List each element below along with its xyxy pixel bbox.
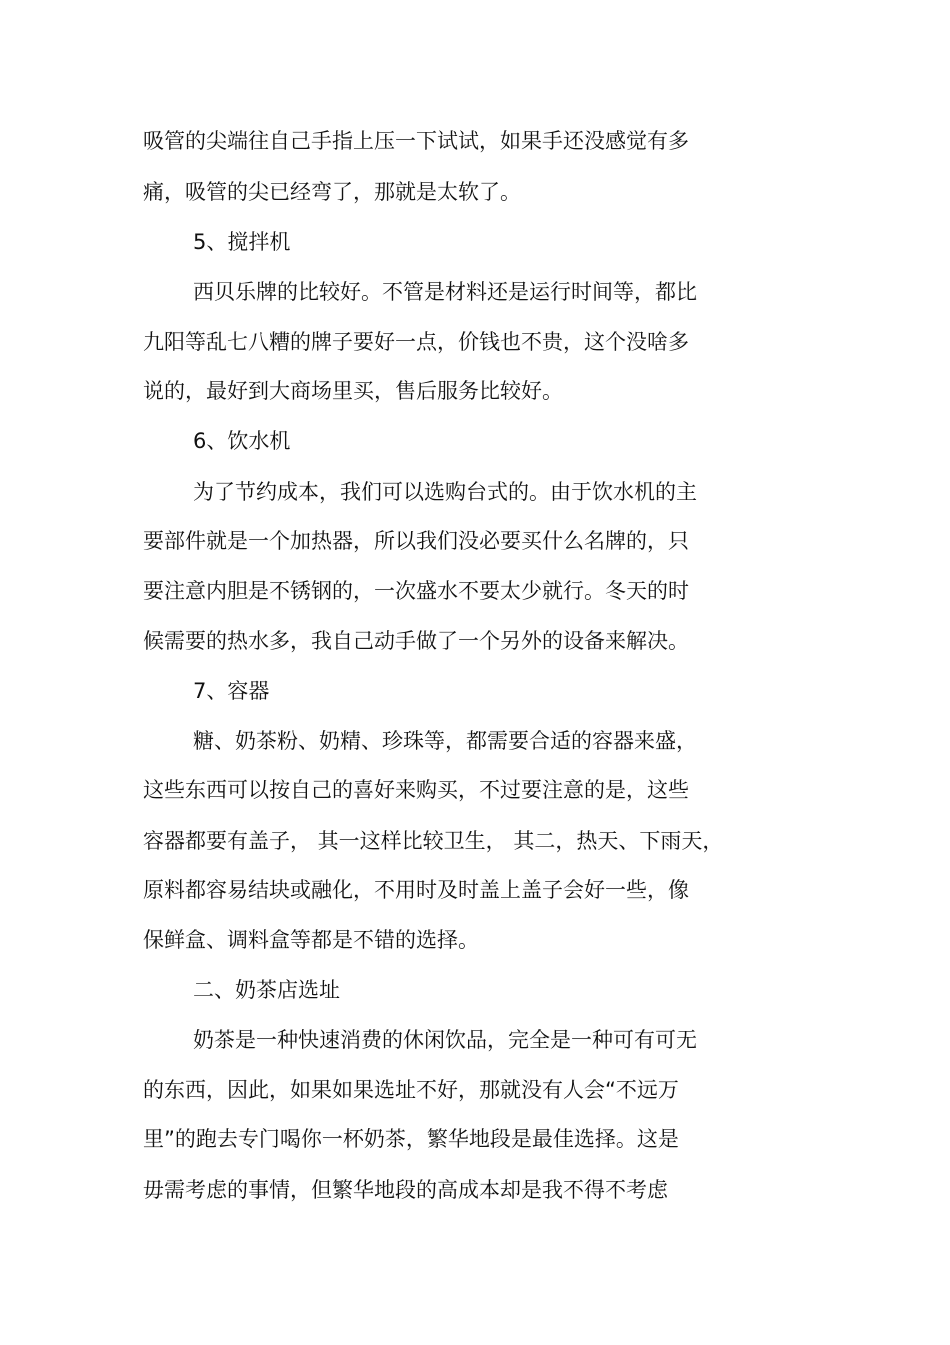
text-line: 的东西，因此，如果如果选址不好，那就没有人会“不远万 bbox=[143, 1078, 679, 1102]
text-line: 奶茶是一种快速消费的休闲饮品，完全是一种可有可无 bbox=[193, 1028, 697, 1052]
text-line: 保鲜盒、调料盒等都是不错的选择。 bbox=[143, 928, 479, 952]
text-line: 原料都容易结块或融化，不用时及时盖上盖子会好一些，像 bbox=[143, 878, 689, 902]
text-line: 要注意内胆是不锈钢的，一次盛水不要太少就行。冬天的时 bbox=[143, 579, 689, 603]
text-line: 九阳等乱七八糟的牌子要好一点，价钱也不贵，这个没啥多 bbox=[143, 330, 689, 354]
text-line: 痛，吸管的尖已经弯了，那就是太软了。 bbox=[143, 180, 521, 204]
text-line: 要部件就是一个加热器，所以我们没必要买什么名牌的，只 bbox=[143, 529, 689, 553]
section-heading: 二、奶茶店选址 bbox=[193, 978, 340, 1002]
text-line: 西贝乐牌的比较好。不管是材料还是运行时间等，都比 bbox=[193, 280, 697, 304]
section-heading: 6、饮水机 bbox=[193, 429, 291, 453]
text-line: 这些东西可以按自己的喜好来购买，不过要注意的是，这些 bbox=[143, 778, 689, 802]
text-line: 为了节约成本，我们可以选购台式的。由于饮水机的主 bbox=[193, 480, 697, 504]
section-heading: 5、搅拌机 bbox=[193, 230, 291, 254]
text-line: 糖、奶茶粉、奶精、珍珠等，都需要合适的容器来盛， bbox=[193, 729, 697, 753]
text-line: 吸管的尖端往自己手指上压一下试试，如果手还没感觉有多 bbox=[143, 129, 689, 153]
text-line: 容器都要有盖子， 其一这样比较卫生， 其二，热天、下雨天， bbox=[143, 829, 724, 853]
text-line: 说的，最好到大商场里买，售后服务比较好。 bbox=[143, 379, 563, 403]
text-line: 候需要的热水多，我自己动手做了一个另外的设备来解决。 bbox=[143, 629, 689, 653]
text-line: 里”的跑去专门喝你一杯奶茶，繁华地段是最佳选择。这是 bbox=[143, 1127, 679, 1151]
section-heading: 7、容器 bbox=[193, 679, 270, 703]
text-line: 毋需考虑的事情，但繁华地段的高成本却是我不得不考虑 bbox=[143, 1178, 668, 1202]
